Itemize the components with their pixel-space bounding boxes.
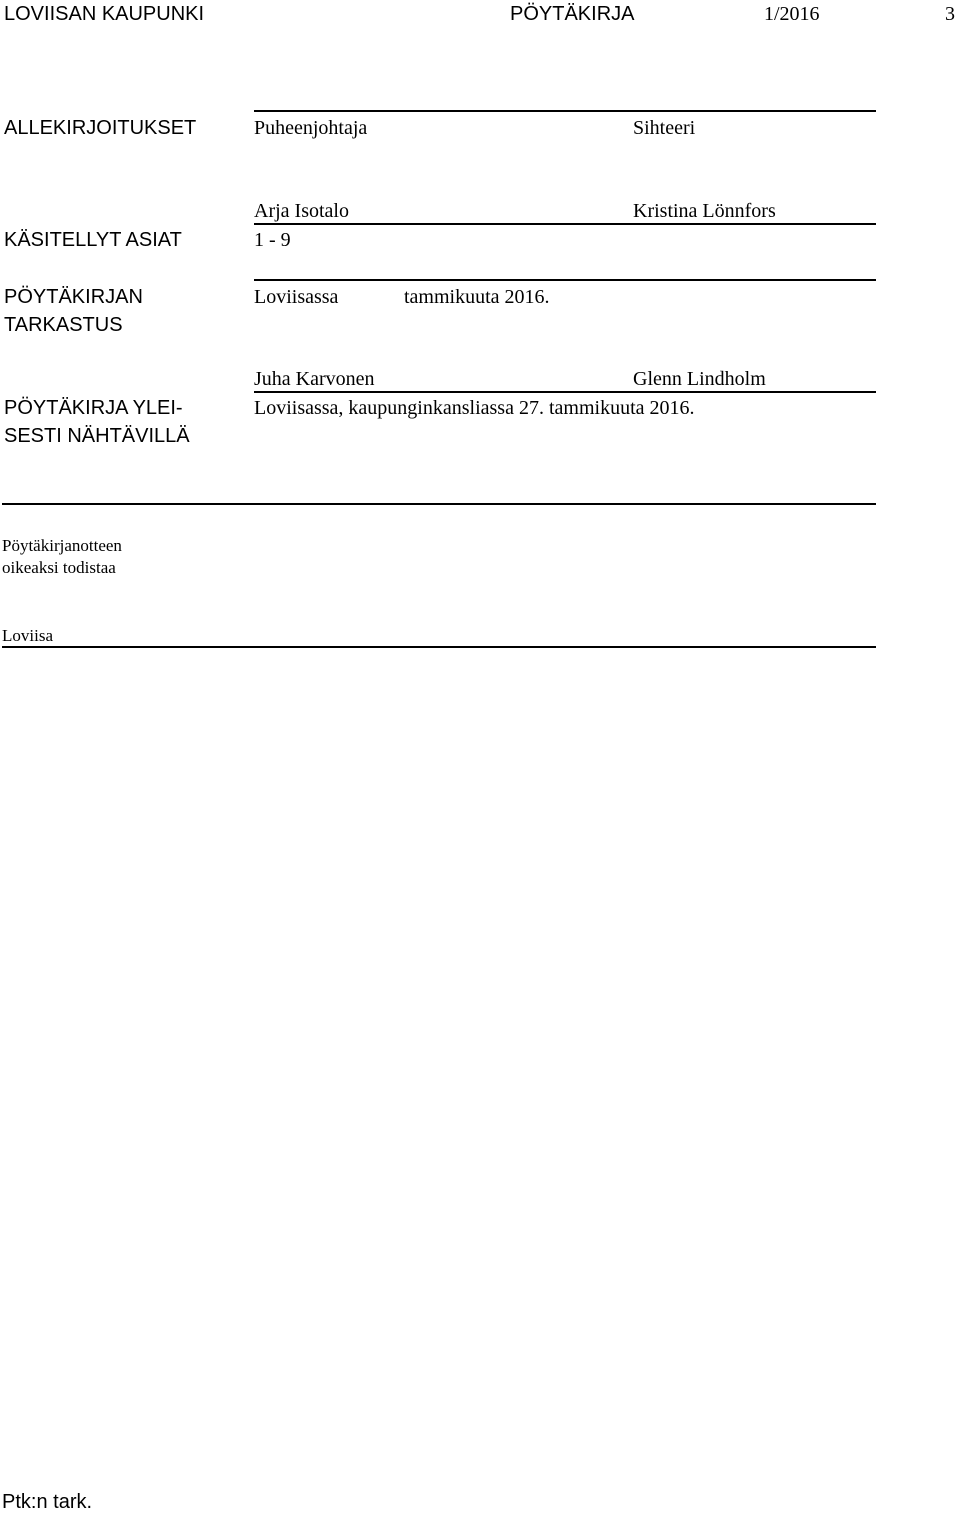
review-bottom-rule	[254, 391, 876, 393]
public-display-text: Loviisassa, kaupunginkansliassa 27. tammikuuta 2016.	[254, 397, 695, 419]
signature-bottom-rule	[254, 223, 876, 225]
certification-top-rule	[2, 503, 876, 505]
certification-line1: Pöytäkirjanotteen	[2, 536, 122, 555]
items-value: 1 - 9	[254, 229, 291, 251]
reviewer-1-name: Juha Karvonen	[254, 368, 375, 390]
chair-title: Puheenjohtaja	[254, 117, 368, 139]
review-date: tammikuuta 2016.	[404, 286, 550, 308]
public-display-label-line2: SESTI NÄHTÄVILLÄ	[4, 425, 190, 447]
header-page-number: 3	[945, 3, 955, 25]
items-label: KÄSITELLYT ASIAT	[4, 229, 182, 251]
signature-top-rule	[254, 110, 876, 112]
signatures-label: ALLEKIRJOITUKSET	[4, 117, 197, 139]
header-org: LOVIISAN KAUPUNKI	[4, 3, 205, 25]
footer-initials-label: Ptk:n tark.	[2, 1491, 93, 1513]
chair-name: Arja Isotalo	[254, 200, 349, 222]
reviewer-2-name: Glenn Lindholm	[633, 368, 766, 390]
public-display-label-line1: PÖYTÄKIRJA YLEI-	[4, 397, 183, 419]
certification-bottom-rule	[2, 646, 876, 648]
review-label-line1: PÖYTÄKIRJAN	[4, 286, 143, 308]
review-label-line2: TARKASTUS	[4, 314, 123, 336]
review-top-rule	[254, 279, 876, 281]
header-doc-type: PÖYTÄKIRJA	[510, 3, 635, 25]
secretary-title: Sihteeri	[633, 117, 696, 139]
certification-place: Loviisa	[2, 626, 53, 645]
review-place: Loviisassa	[254, 286, 339, 308]
secretary-name: Kristina Lönnfors	[633, 200, 776, 222]
header-number: 1/2016	[764, 3, 820, 25]
certification-line2: oikeaksi todistaa	[2, 558, 116, 577]
